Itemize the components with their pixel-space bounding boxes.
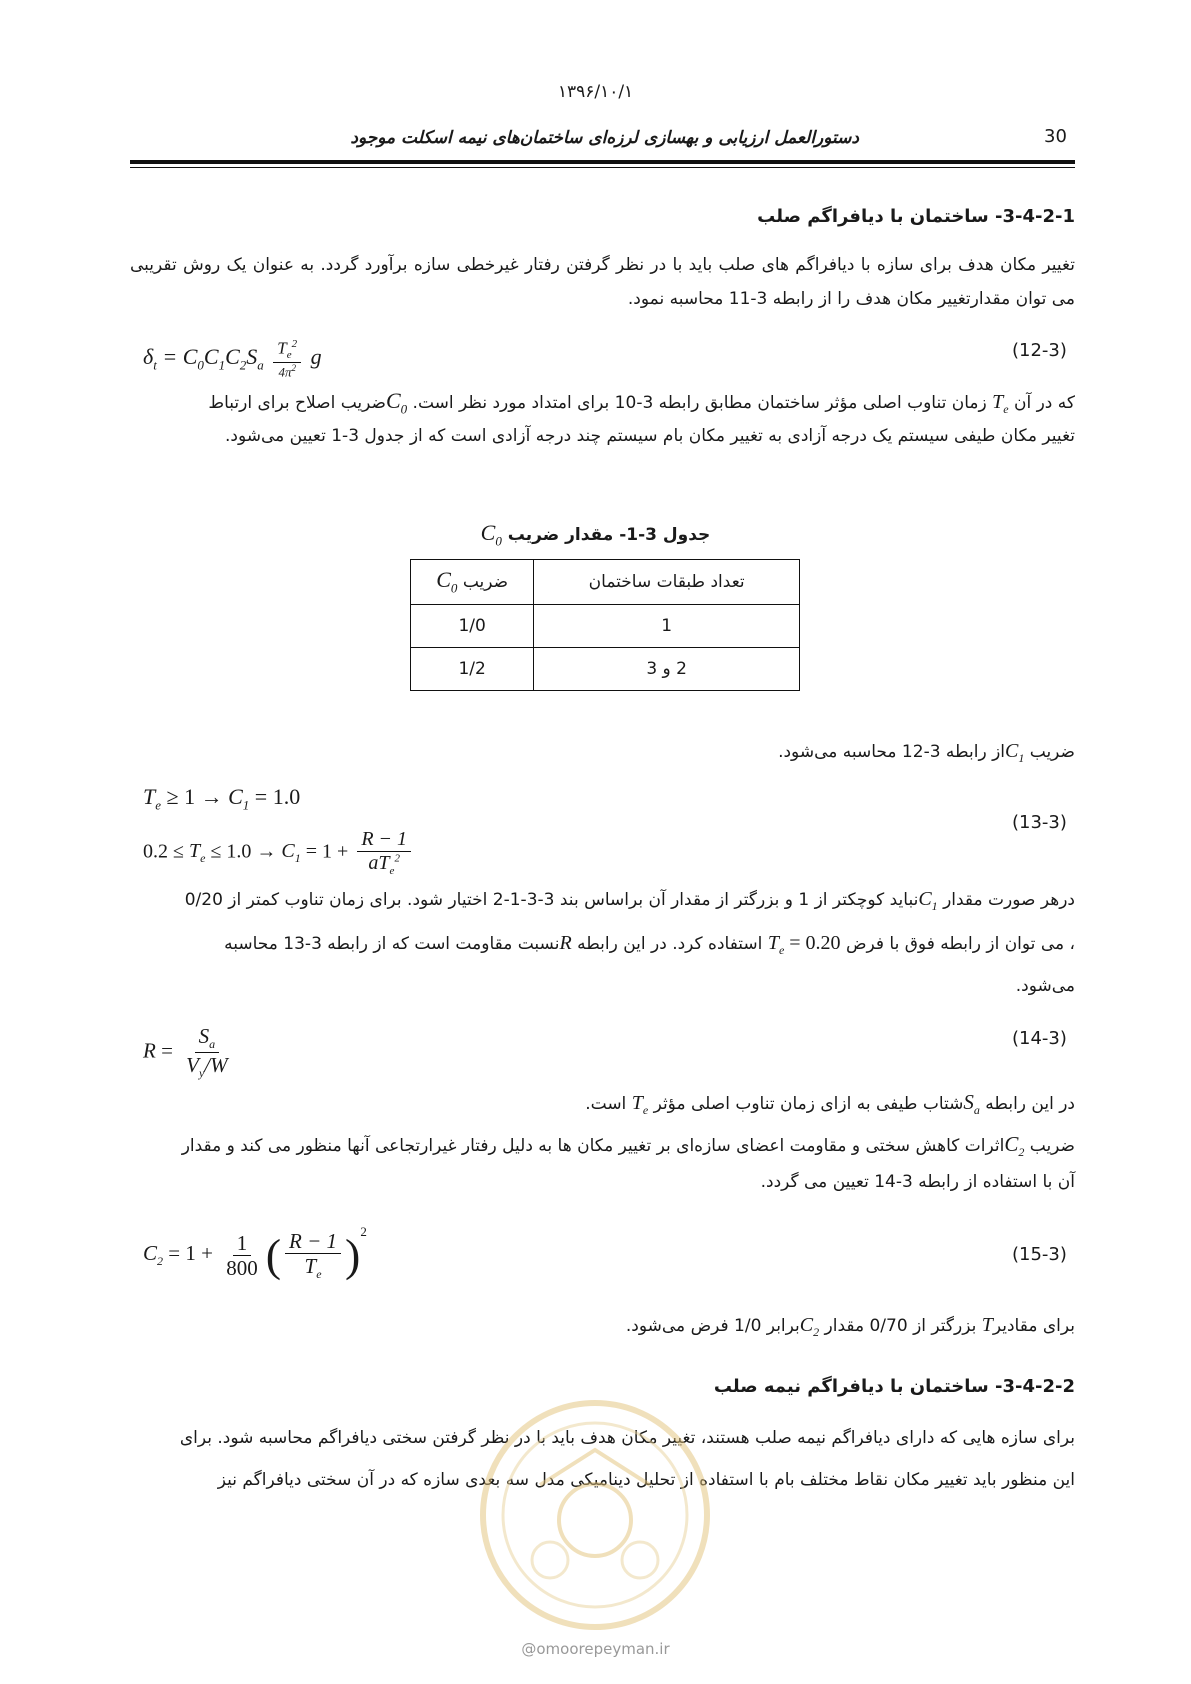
equation-14: R = $\frac{S_a}{V_y/W}$ <box>143 1024 228 1081</box>
section2-line2: این منظور باید تغییر مکان نقاط مختلف بام با استفاده از تحلیل دینامیکی مدل سه بعدی سازه که در آن سختی دیافراگم نیز <box>217 1470 1075 1490</box>
watermark-seal-icon <box>470 1390 720 1640</box>
table-cell-coef: 1/0 <box>411 605 534 648</box>
table-row <box>411 648 800 691</box>
table-header-coef: ضریب $C_0$ <box>411 560 534 605</box>
equation-13-number: (13-3) <box>1012 812 1067 833</box>
section2-line1: برای سازه هایی که دارای دیافراگم نیمه صلب هستند، تغییر مکان هدف باید با در نظر گرفتن سختی دیافراگم محاسبه شود. برای <box>179 1428 1075 1448</box>
c2-line1: ضریب $C_2اثرات$ کاهش سختی و مقاومت اعضای سازه‌ای بر تغییر مکان ها به دلیل رفتار غیرارتجاعی آنها منظور می کند و مقدار <box>181 1132 1075 1160</box>
c2-line2: آن با استفاده از رابطه 3-14 تعیین می گردد. <box>760 1172 1075 1192</box>
equation-15-number: (15-3) <box>1012 1244 1067 1265</box>
c1-text-line3: می‌شود. <box>1015 976 1075 996</box>
equation-12-number: (12-3) <box>1012 340 1067 361</box>
table-caption: جدول 3-1- مقدار ضریب $C_0$ <box>480 520 711 549</box>
c0-table <box>410 559 800 691</box>
c1-text-line2: ، می توان از رابطه فوق با فرض $T_e = 0.20$ استفاده کرد. در این رابطه Rنسبت مقاومت است که از رابطه 3-13 محاسبه <box>224 932 1075 957</box>
paragraph-c0-line1: که در آن $T_e$ زمان تناوب اصلی مؤثر ساختمان مطابق رابطه 3-10 برای امتداد مورد نظر است. $C_0ضریب$ اصلاح برای ارتباط <box>208 388 1075 417</box>
section-heading-rigid: 3-4-2-1- ساختمان با دیافراگم صلب <box>757 206 1075 227</box>
equation-13a: $T_e \ge 1 \to C_1 = 1.0$ <box>143 784 301 813</box>
header-title: دستورالعمل ارزیابی و بهسازی لرزه‌ای ساختمان‌های نیمه اسکلت موجود <box>350 128 859 148</box>
c1-text-line1: درهر صورت مقدار $C_1نباید$ کوچکتر از 1 و بزرگتر از مقدار آن براساس بند 3-3-1-2 اختیار شود. برای زمان تناوب کمتر از 0/20 <box>184 888 1075 913</box>
equation-15: $C_2 = 1$ + $\frac{1}{800}$ ( $\frac{R - 1}{T_e}$ )$^2$ <box>143 1224 367 1281</box>
table-cell-floors: 2 و 3 <box>534 648 800 691</box>
paragraph-c0-line2: تغییر مکان طیفی سیستم یک درجه آزادی به تغییر مکان بام سیستم چند درجه آزادی است که از جدول 3-1 تعیین می‌شود. <box>225 426 1075 446</box>
table-header-row <box>411 560 800 605</box>
c1-intro: ضریب $C_1از$ رابطه 3-12 محاسبه می‌شود. <box>778 740 1075 765</box>
equation-14-number: (14-3) <box>1012 1028 1067 1049</box>
sa-definition: در این رابطه $S_aشتاب$ طیفی به ازای زمان تناوب اصلی مؤثر $T_e$ است. <box>585 1090 1075 1118</box>
page-number: 30 <box>1044 126 1067 147</box>
table-row <box>411 605 800 648</box>
header-date: ۱۳۹۶/۱۰/۱ <box>557 82 634 102</box>
table-cell-coef: 1/2 <box>411 648 534 691</box>
c2-note: برای مقادیرT بزرگتر از 0/70 مقدار $C_2برابر$ 1/0 فرض می‌شود. <box>625 1314 1075 1339</box>
header-rule <box>130 160 1075 164</box>
table-header-floors: تعداد طبقات ساختمان <box>534 560 800 605</box>
watermark-site: @omoorepeyman.ir <box>521 1640 670 1658</box>
equation-12: $\delta_t = C_0C_1C_2S_a$ $\frac{T_e^2}{4\pi^2}$ g <box>143 338 322 380</box>
equation-13b: $0.2 \le T_e \le 1.0 \to C_1 = 1$ + $\frac{R - 1}{aT_e^2}$ <box>143 828 415 878</box>
paragraph-target-displacement: تغییر مکان هدف برای سازه با دیافراگم های صلب باید با در نظر گرفتن رفتار غیرخطی سازه برآورد گردد. به عنوان یک روش تقریبی می توان مقدارتغییر مکان هدف را از رابطه 3-11 محاسبه نمود. <box>130 255 1075 309</box>
section-heading-semi-rigid: 3-4-2-2- ساختمان با دیافراگم نیمه صلب <box>713 1376 1075 1397</box>
table-cell-floors: 1 <box>534 605 800 648</box>
header-rule-thin <box>130 167 1075 168</box>
